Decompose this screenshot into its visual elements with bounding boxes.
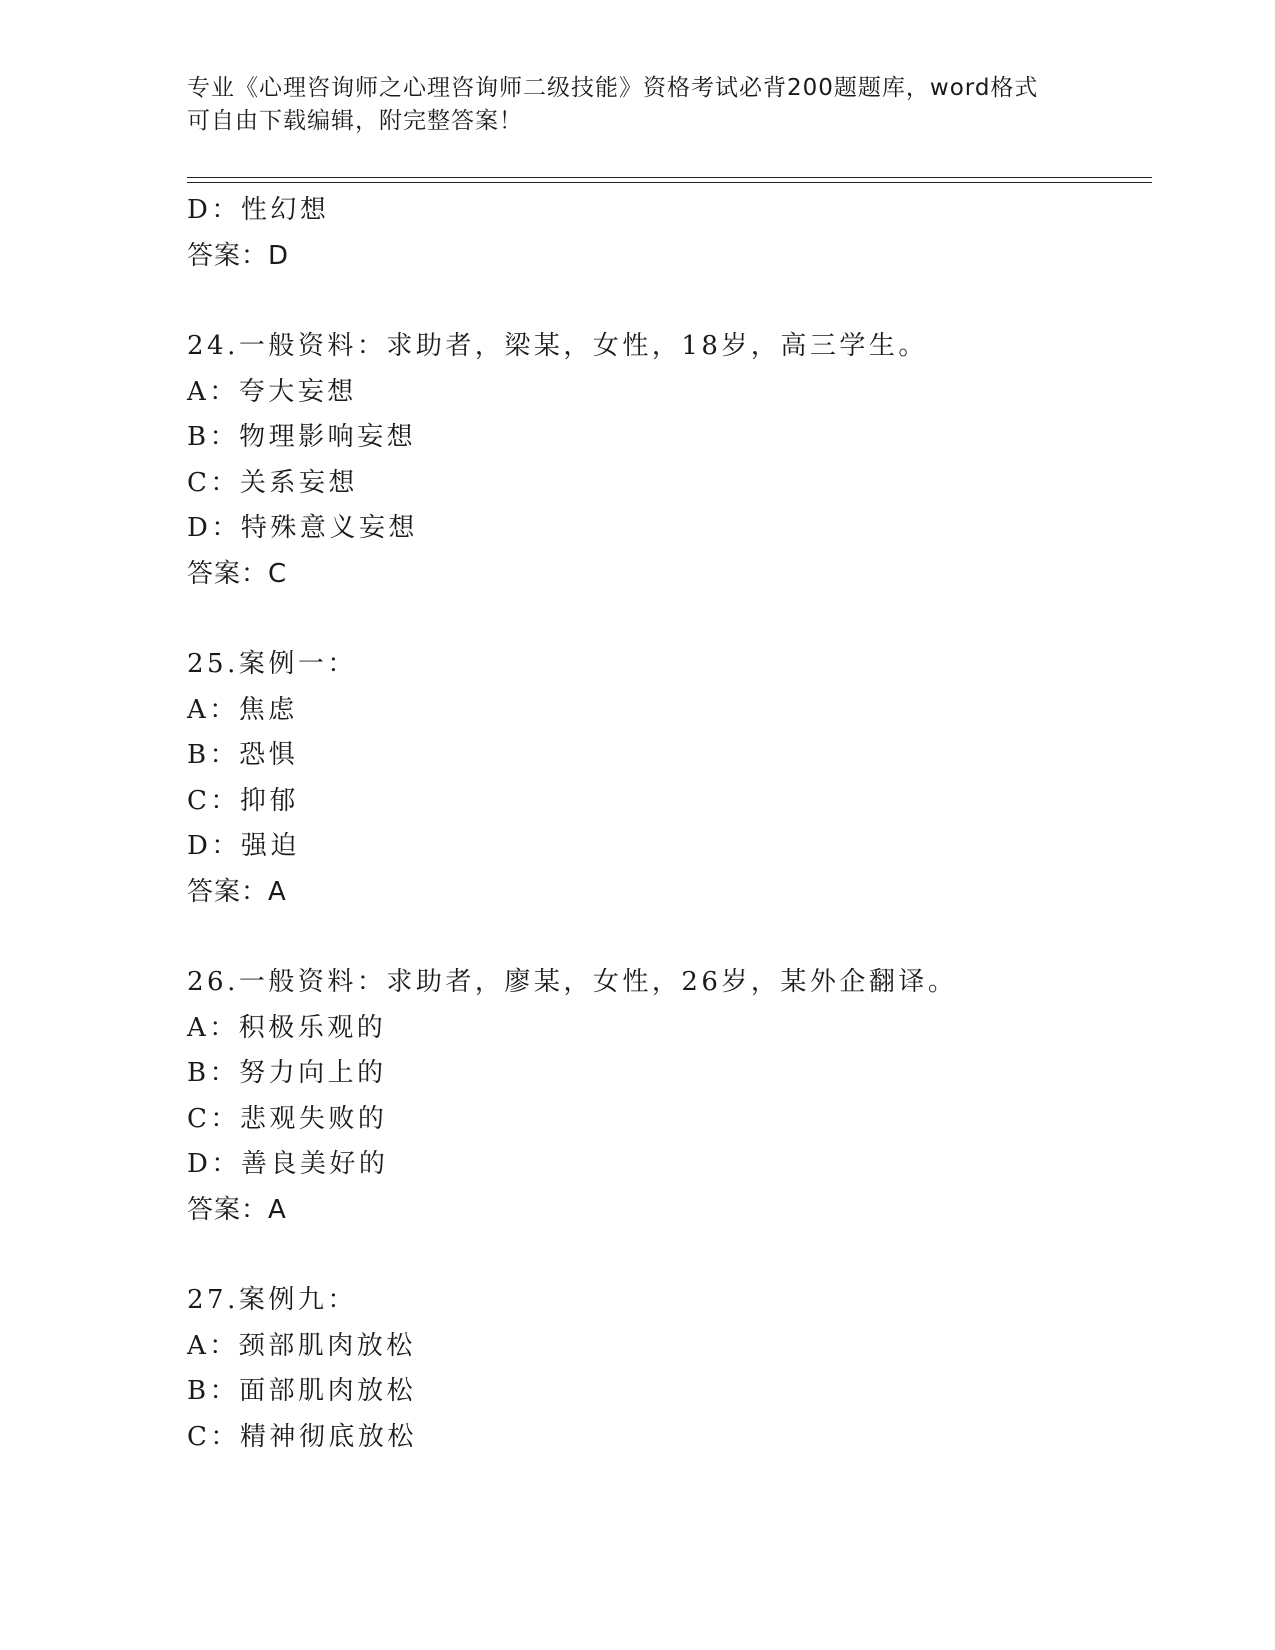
- question-25: [187, 642, 1152, 915]
- option-b: B：面部肌肉放松: [187, 1376, 417, 1406]
- option-a: A：颈部肌肉放松: [187, 1330, 416, 1361]
- option-d: D：强迫: [187, 831, 300, 861]
- question-24: [187, 324, 1152, 597]
- option-a: A：积极乐观的: [187, 1012, 387, 1043]
- spacer: [187, 279, 1152, 324]
- header-divider-bottom: [187, 182, 1152, 183]
- option-c: C：抑郁: [187, 785, 299, 816]
- header-divider-top: [187, 177, 1152, 178]
- question-stem: 26.一般资料：求助者，廖某，女性，26岁，某外企翻译。: [187, 967, 958, 997]
- answer-line: 答案：C: [187, 558, 288, 589]
- question-content: [187, 188, 1152, 1460]
- previous-question-fragment: [187, 188, 1152, 279]
- option-d: D：性幻想: [187, 195, 330, 225]
- spacer: [187, 597, 1152, 642]
- option-a: A：夸大妄想: [187, 376, 357, 407]
- answer-line: 答案：D: [187, 240, 290, 271]
- option-c: C：关系妄想: [187, 467, 358, 498]
- option-d: D：善良美好的: [187, 1149, 389, 1179]
- question-stem: 24.一般资料：求助者，梁某，女性，18岁，高三学生。: [187, 331, 928, 361]
- answer-line: 答案：A: [187, 876, 287, 907]
- option-c: C：精神彻底放松: [187, 1421, 417, 1452]
- option-d: D：特殊意义妄想: [187, 513, 418, 543]
- option-b: B：物理影响妄想: [187, 422, 417, 452]
- document-header: [187, 72, 1087, 138]
- option-c: C：悲观失败的: [187, 1103, 388, 1134]
- question-stem: 25.案例一：: [187, 649, 357, 679]
- option-b: B：努力向上的: [187, 1058, 387, 1088]
- option-a: A：焦虑: [187, 694, 298, 725]
- header-title-line-2: 可自由下载编辑，附完整答案！: [187, 108, 523, 134]
- question-26: [187, 960, 1152, 1233]
- spacer: [187, 915, 1152, 960]
- answer-line: 答案：A: [187, 1194, 287, 1225]
- question-27: [187, 1278, 1152, 1460]
- spacer: [187, 1233, 1152, 1278]
- question-stem: 27.案例九：: [187, 1285, 357, 1315]
- option-b: B：恐惧: [187, 740, 299, 770]
- header-title-line-1: 专业《心理咨询师之心理咨询师二级技能》资格考试必背200题题库，word格式: [187, 75, 1039, 101]
